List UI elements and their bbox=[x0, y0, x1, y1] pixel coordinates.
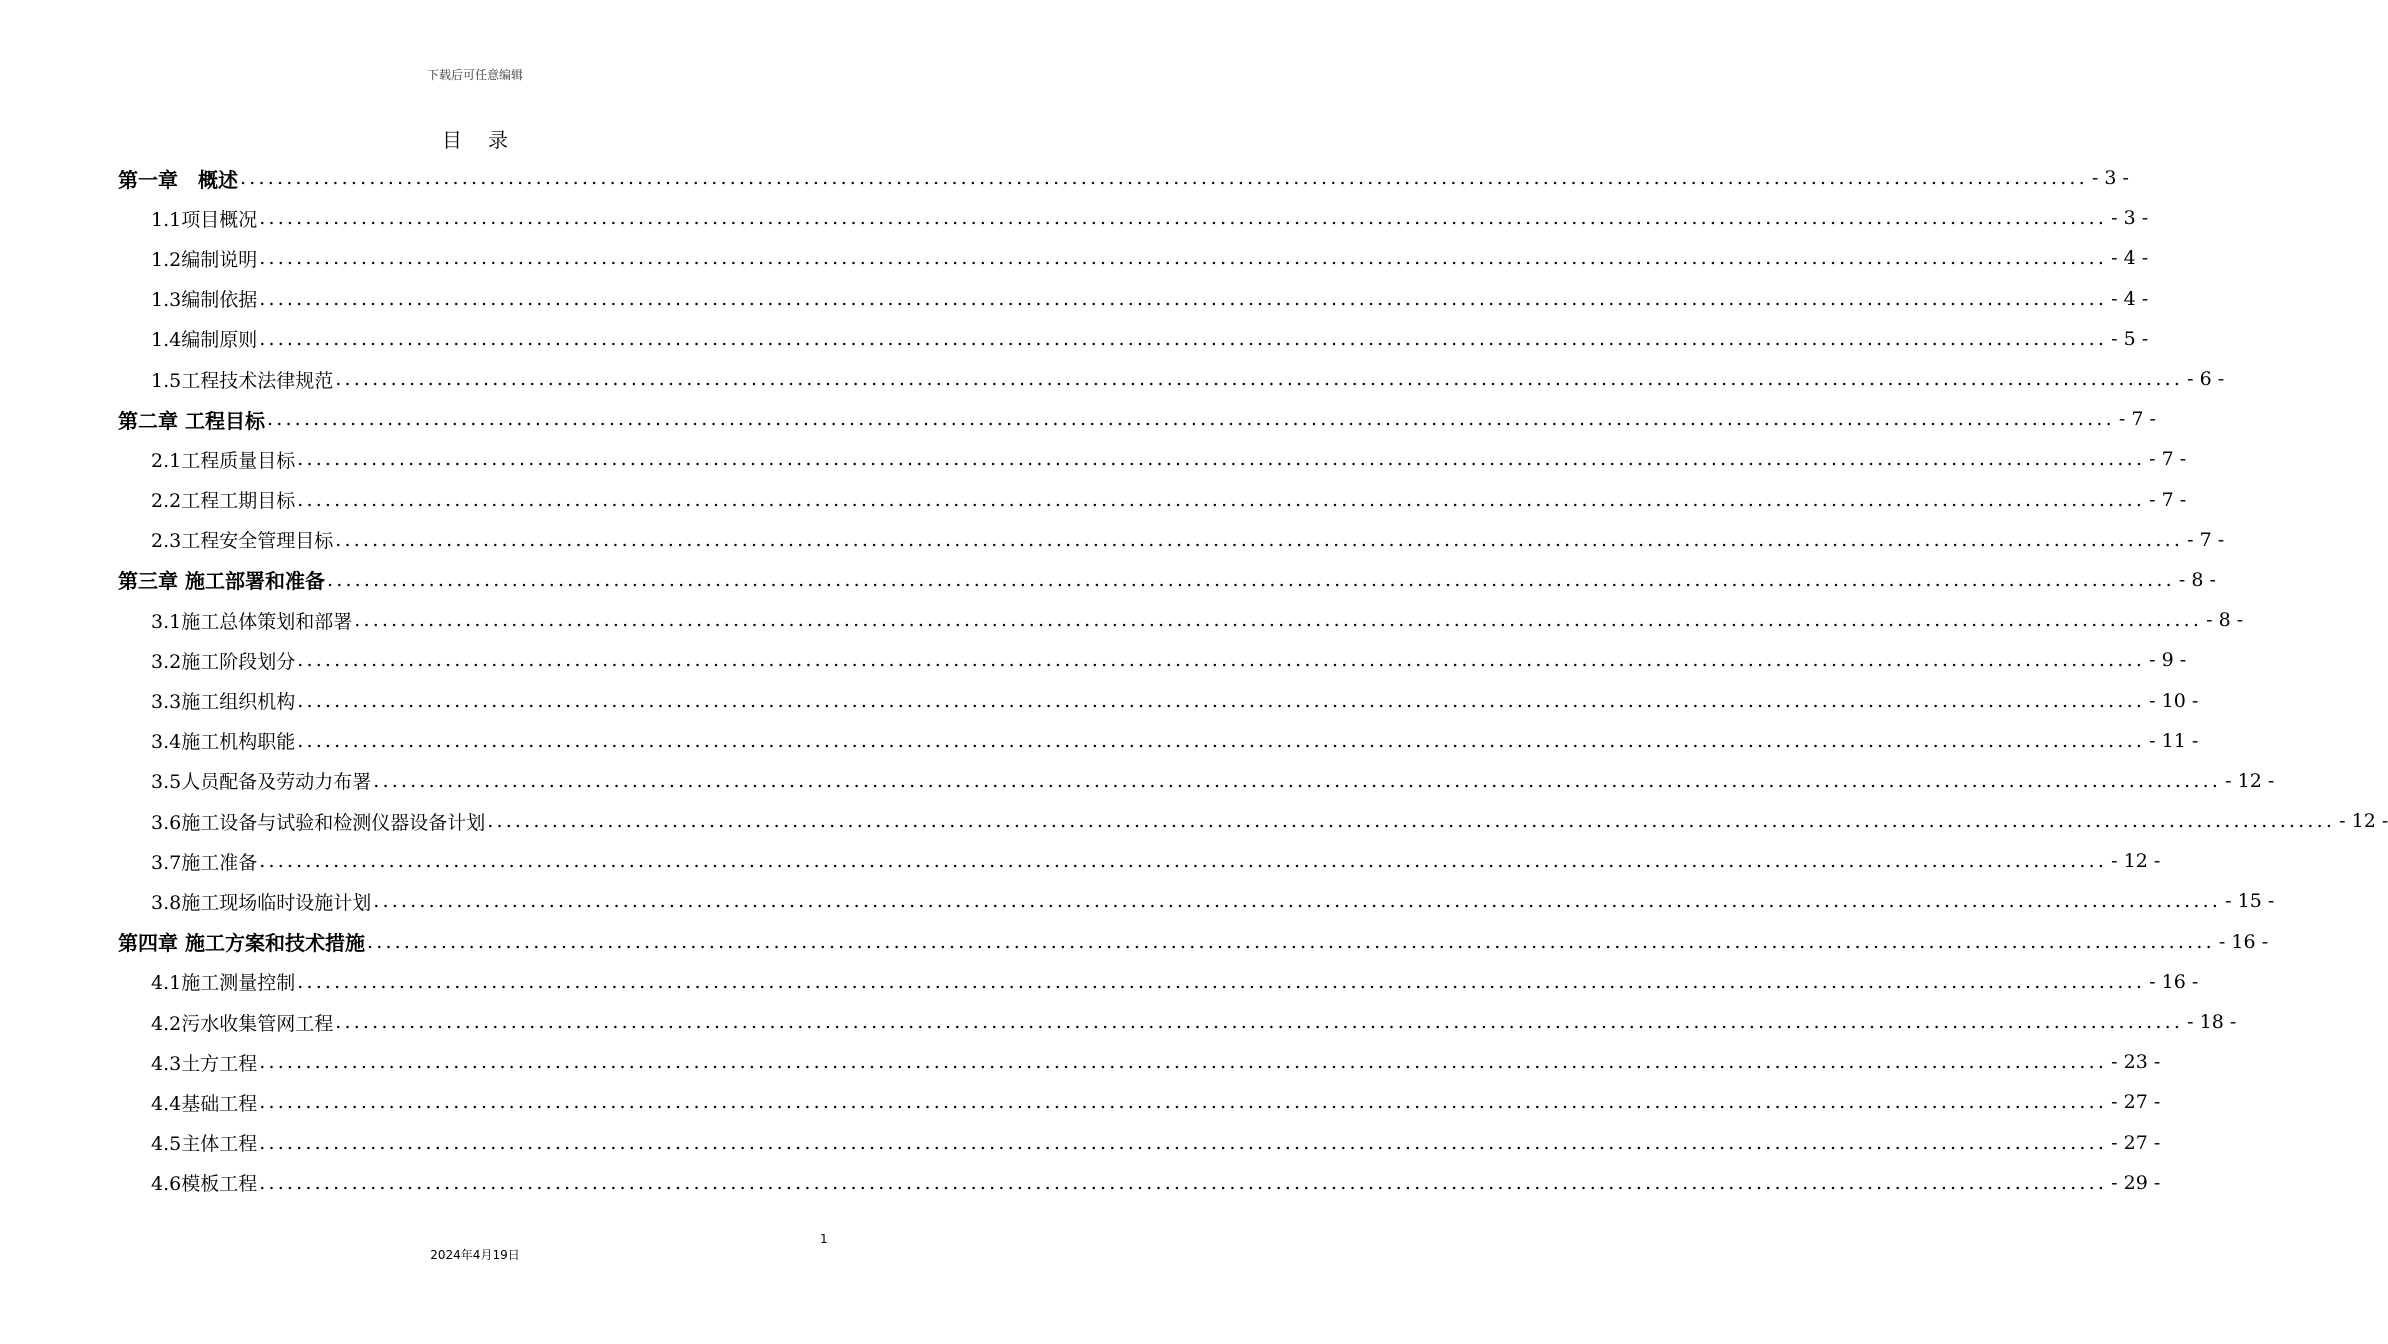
toc-entry-label: 1.2编制说明 bbox=[151, 248, 258, 271]
toc-chapter-entry[interactable] bbox=[118, 922, 2268, 962]
toc-entry-label: 3.5人员配备及劳动力布署 bbox=[151, 771, 372, 794]
toc-entry-page: - 12 - bbox=[2225, 769, 2275, 792]
toc-entry-page: - 12 - bbox=[2339, 810, 2388, 833]
dot-leader: ........................................................................................................................................................................................................ bbox=[266, 408, 2115, 431]
toc-entry-label: 第四章 施工方案和技术措施 bbox=[118, 931, 365, 956]
toc-section-entry[interactable] bbox=[118, 238, 2149, 278]
toc-entry-label: 第二章 工程目标 bbox=[118, 408, 265, 433]
dot-leader: ........................................................................................................................................................................................................ bbox=[487, 810, 2336, 833]
toc-entry-label: 1.3编制依据 bbox=[151, 289, 258, 312]
toc-entry-page: - 7 - bbox=[2118, 408, 2156, 431]
dot-leader: ........................................................................................................................................................................................................ bbox=[259, 1091, 2108, 1114]
dot-leader: ........................................................................................................................................................................................................ bbox=[373, 769, 2222, 792]
toc-entry-page: - 8 - bbox=[2206, 609, 2244, 632]
dot-leader: ........................................................................................................................................................................................................ bbox=[259, 850, 2108, 873]
toc-entry-page: - 4 - bbox=[2111, 247, 2149, 270]
toc-section-entry[interactable] bbox=[118, 962, 2199, 1002]
toc-entry-page: - 5 - bbox=[2111, 327, 2149, 350]
toc-section-entry[interactable] bbox=[118, 1123, 2161, 1163]
toc-section-entry[interactable] bbox=[118, 1002, 2237, 1042]
toc-entry-label: 2.2工程工期目标 bbox=[151, 490, 296, 513]
toc-entry-label: 3.7施工准备 bbox=[151, 851, 258, 874]
toc-section-entry[interactable] bbox=[118, 640, 2187, 680]
dot-leader: ........................................................................................................................................................................................................ bbox=[259, 287, 2108, 310]
toc-entry-label: 3.6施工设备与试验和检测仪器设备计划 bbox=[151, 811, 486, 834]
dot-leader: ........................................................................................................................................................................................................ bbox=[259, 1131, 2108, 1154]
toc-section-entry[interactable] bbox=[118, 1042, 2161, 1082]
dot-leader: ........................................................................................................................................................................................................ bbox=[326, 568, 2175, 591]
dot-leader: ........................................................................................................................................................................................................ bbox=[297, 970, 2146, 993]
toc-entry-page: - 3 - bbox=[2091, 167, 2129, 190]
toc-section-entry[interactable] bbox=[118, 279, 2149, 319]
toc-entry-page: - 18 - bbox=[2187, 1011, 2237, 1034]
toc-entry-page: - 11 - bbox=[2149, 729, 2199, 752]
dot-leader: ........................................................................................................................................................................................................ bbox=[297, 649, 2146, 672]
toc-section-entry[interactable] bbox=[118, 198, 2149, 238]
toc-entry-label: 3.1施工总体策划和部署 bbox=[151, 610, 353, 633]
toc-entry-label: 2.1工程质量目标 bbox=[151, 449, 296, 472]
page-header: 下载后可任意编辑 bbox=[426, 68, 523, 82]
toc-section-entry[interactable] bbox=[118, 721, 2199, 761]
toc-entry-label: 3.2施工阶段划分 bbox=[151, 650, 296, 673]
toc-entry-label: 4.2污水收集管网工程 bbox=[151, 1012, 334, 1035]
page-footer-date: 2024年4月19日 bbox=[430, 1248, 520, 1262]
toc-entry-page: - 23 - bbox=[2111, 1051, 2161, 1074]
dot-leader: ........................................................................................................................................................................................................ bbox=[335, 528, 2184, 551]
toc-entry-label: 1.5工程技术法律规范 bbox=[151, 369, 334, 392]
toc-entry-label: 4.1施工测量控制 bbox=[151, 972, 296, 995]
dot-leader: ........................................................................................................................................................................................................ bbox=[366, 930, 2215, 953]
dot-leader: ........................................................................................................................................................................................................ bbox=[297, 689, 2146, 712]
toc-title: 目录 bbox=[442, 128, 534, 152]
toc-entry-page: - 6 - bbox=[2187, 368, 2225, 391]
toc-entry-page: - 15 - bbox=[2225, 890, 2275, 913]
toc-entry-page: - 29 - bbox=[2111, 1171, 2161, 1194]
page-number: 1 bbox=[820, 1232, 828, 1246]
toc-section-entry[interactable] bbox=[118, 680, 2199, 720]
dot-leader: ........................................................................................................................................................................................................ bbox=[259, 247, 2108, 270]
toc-chapter-entry[interactable] bbox=[118, 560, 2216, 600]
toc-entry-page: - 27 - bbox=[2111, 1091, 2161, 1114]
toc-section-entry[interactable] bbox=[118, 600, 2244, 640]
toc-entry-page: - 7 - bbox=[2187, 528, 2225, 551]
toc-section-entry[interactable] bbox=[118, 841, 2161, 881]
toc-chapter-entry[interactable] bbox=[118, 158, 2129, 198]
toc-entry-page: - 3 - bbox=[2111, 207, 2149, 230]
toc-entry-page: - 4 - bbox=[2111, 287, 2149, 310]
dot-leader: ........................................................................................................................................................................................................ bbox=[335, 1011, 2184, 1034]
dot-leader: ........................................................................................................................................................................................................ bbox=[259, 1171, 2108, 1194]
toc-section-entry[interactable] bbox=[118, 1082, 2161, 1122]
toc-entry-label: 3.3施工组织机构 bbox=[151, 691, 296, 714]
dot-leader: ........................................................................................................................................................................................................ bbox=[259, 327, 2108, 350]
toc-section-entry[interactable] bbox=[118, 359, 2225, 399]
toc-entry-page: - 12 - bbox=[2111, 850, 2161, 873]
dot-leader: ........................................................................................................................................................................................................ bbox=[240, 167, 2088, 190]
table-of-contents bbox=[118, 158, 2388, 1203]
toc-section-entry[interactable] bbox=[118, 761, 2275, 801]
toc-chapter-entry[interactable] bbox=[118, 399, 2156, 439]
toc-entry-page: - 9 - bbox=[2149, 649, 2187, 672]
dot-leader: ........................................................................................................................................................................................................ bbox=[297, 488, 2146, 511]
toc-entry-label: 4.6模板工程 bbox=[151, 1173, 258, 1196]
dot-leader: ........................................................................................................................................................................................................ bbox=[259, 207, 2108, 230]
toc-section-entry[interactable] bbox=[118, 801, 2388, 841]
toc-entry-page: - 16 - bbox=[2218, 930, 2268, 953]
toc-entry-label: 4.5主体工程 bbox=[151, 1133, 258, 1156]
toc-section-entry[interactable] bbox=[118, 480, 2187, 520]
toc-entry-page: - 10 - bbox=[2149, 689, 2199, 712]
toc-section-entry[interactable] bbox=[118, 520, 2225, 560]
toc-section-entry[interactable] bbox=[118, 439, 2187, 479]
toc-entry-label: 2.3工程安全管理目标 bbox=[151, 530, 334, 553]
toc-entry-label: 4.4基础工程 bbox=[151, 1092, 258, 1115]
toc-entry-page: - 16 - bbox=[2149, 970, 2199, 993]
toc-entry-page: - 8 - bbox=[2178, 568, 2216, 591]
toc-entry-label: 4.3土方工程 bbox=[151, 1052, 258, 1075]
toc-entry-page: - 7 - bbox=[2149, 448, 2187, 471]
toc-entry-label: 第一章 概述 bbox=[118, 167, 238, 192]
dot-leader: ........................................................................................................................................................................................................ bbox=[297, 448, 2146, 471]
toc-entry-page: - 7 - bbox=[2149, 488, 2187, 511]
dot-leader: ........................................................................................................................................................................................................ bbox=[335, 368, 2184, 391]
toc-section-entry[interactable] bbox=[118, 881, 2275, 921]
toc-entry-label: 3.4施工机构职能 bbox=[151, 731, 296, 754]
toc-entry-label: 3.8施工现场临时设施计划 bbox=[151, 891, 372, 914]
dot-leader: ........................................................................................................................................................................................................ bbox=[259, 1051, 2108, 1074]
toc-section-entry[interactable] bbox=[118, 1163, 2161, 1203]
dot-leader: ........................................................................................................................................................................................................ bbox=[373, 890, 2222, 913]
toc-entry-label: 1.4编制原则 bbox=[151, 329, 258, 352]
toc-entry-label: 第三章 施工部署和准备 bbox=[118, 569, 325, 594]
toc-section-entry[interactable] bbox=[118, 319, 2149, 359]
dot-leader: ........................................................................................................................................................................................................ bbox=[354, 609, 2203, 632]
toc-entry-page: - 27 - bbox=[2111, 1131, 2161, 1154]
dot-leader: ........................................................................................................................................................................................................ bbox=[297, 729, 2146, 752]
toc-entry-label: 1.1项目概况 bbox=[151, 208, 258, 231]
